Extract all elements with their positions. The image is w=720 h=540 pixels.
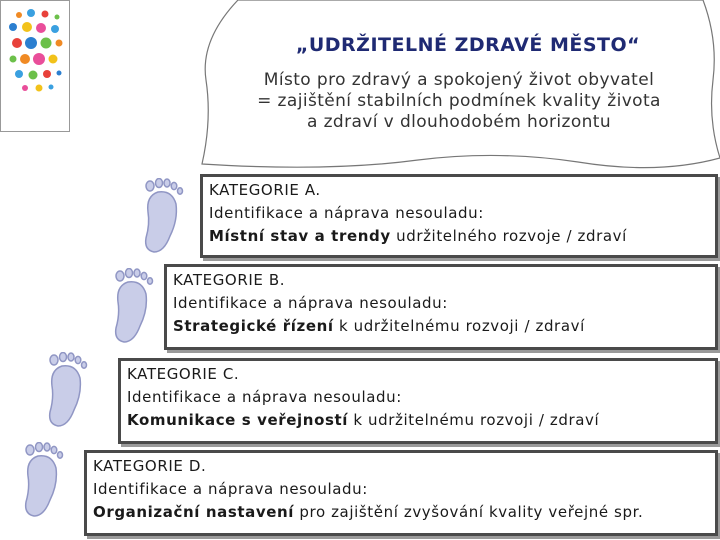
category-heading: KATEGORIE C. [127, 365, 240, 383]
category-focus-rest: k udržitelnému rozvoji / zdraví [333, 317, 585, 335]
category-heading: KATEGORIE D. [93, 457, 207, 475]
category-focus [93, 501, 709, 524]
header-scroll [198, 0, 720, 172]
category-box-b [164, 264, 718, 350]
healthy-city-logo-icon [1, 1, 69, 131]
page-title: „UDRŽITELNÉ ZDRAVÉ MĚSTO“ [295, 34, 641, 56]
footprint-icon [136, 178, 188, 258]
category-focus-rest: k udržitelnému rozvoji / zdraví [348, 411, 600, 429]
category-box-d [84, 450, 718, 536]
footprint-icon [106, 268, 158, 348]
footprint-icon [40, 352, 92, 432]
footprint-icon [16, 442, 68, 522]
category-focus [209, 225, 709, 248]
category-line: Identifikace a náprava nesouladu: [173, 294, 448, 312]
description-line: = zajištění stabilních podmínek kvality života [257, 91, 661, 111]
category-heading: KATEGORIE B. [173, 271, 286, 289]
category-line: Identifikace a náprava nesouladu: [209, 204, 484, 222]
category-box-c [118, 358, 718, 444]
category-box-a [200, 174, 718, 258]
category-line: Identifikace a náprava nesouladu: [127, 388, 402, 406]
category-focus-rest: pro zajištění zvyšování kvality veřejné spr. [294, 503, 644, 521]
category-focus-bold: Komunikace s veřejností [127, 411, 349, 429]
category-heading: KATEGORIE A. [209, 181, 321, 199]
description-line: Místo pro zdravý a spokojený život obyvatel [263, 70, 655, 90]
category-focus-rest: udržitelného rozvoje / zdraví [390, 227, 627, 245]
category-focus-bold: Organizační nastavení [93, 503, 295, 521]
healthy-city-logo [0, 0, 70, 132]
category-focus [173, 315, 709, 338]
category-focus [127, 409, 709, 432]
category-focus-bold: Místní stav a trendy [209, 227, 391, 245]
header-description [218, 70, 700, 133]
description-line: a zdraví v dlouhodobém horizontu [306, 112, 612, 132]
category-focus-bold: Strategické řízení [173, 317, 334, 335]
category-line: Identifikace a náprava nesouladu: [93, 480, 368, 498]
